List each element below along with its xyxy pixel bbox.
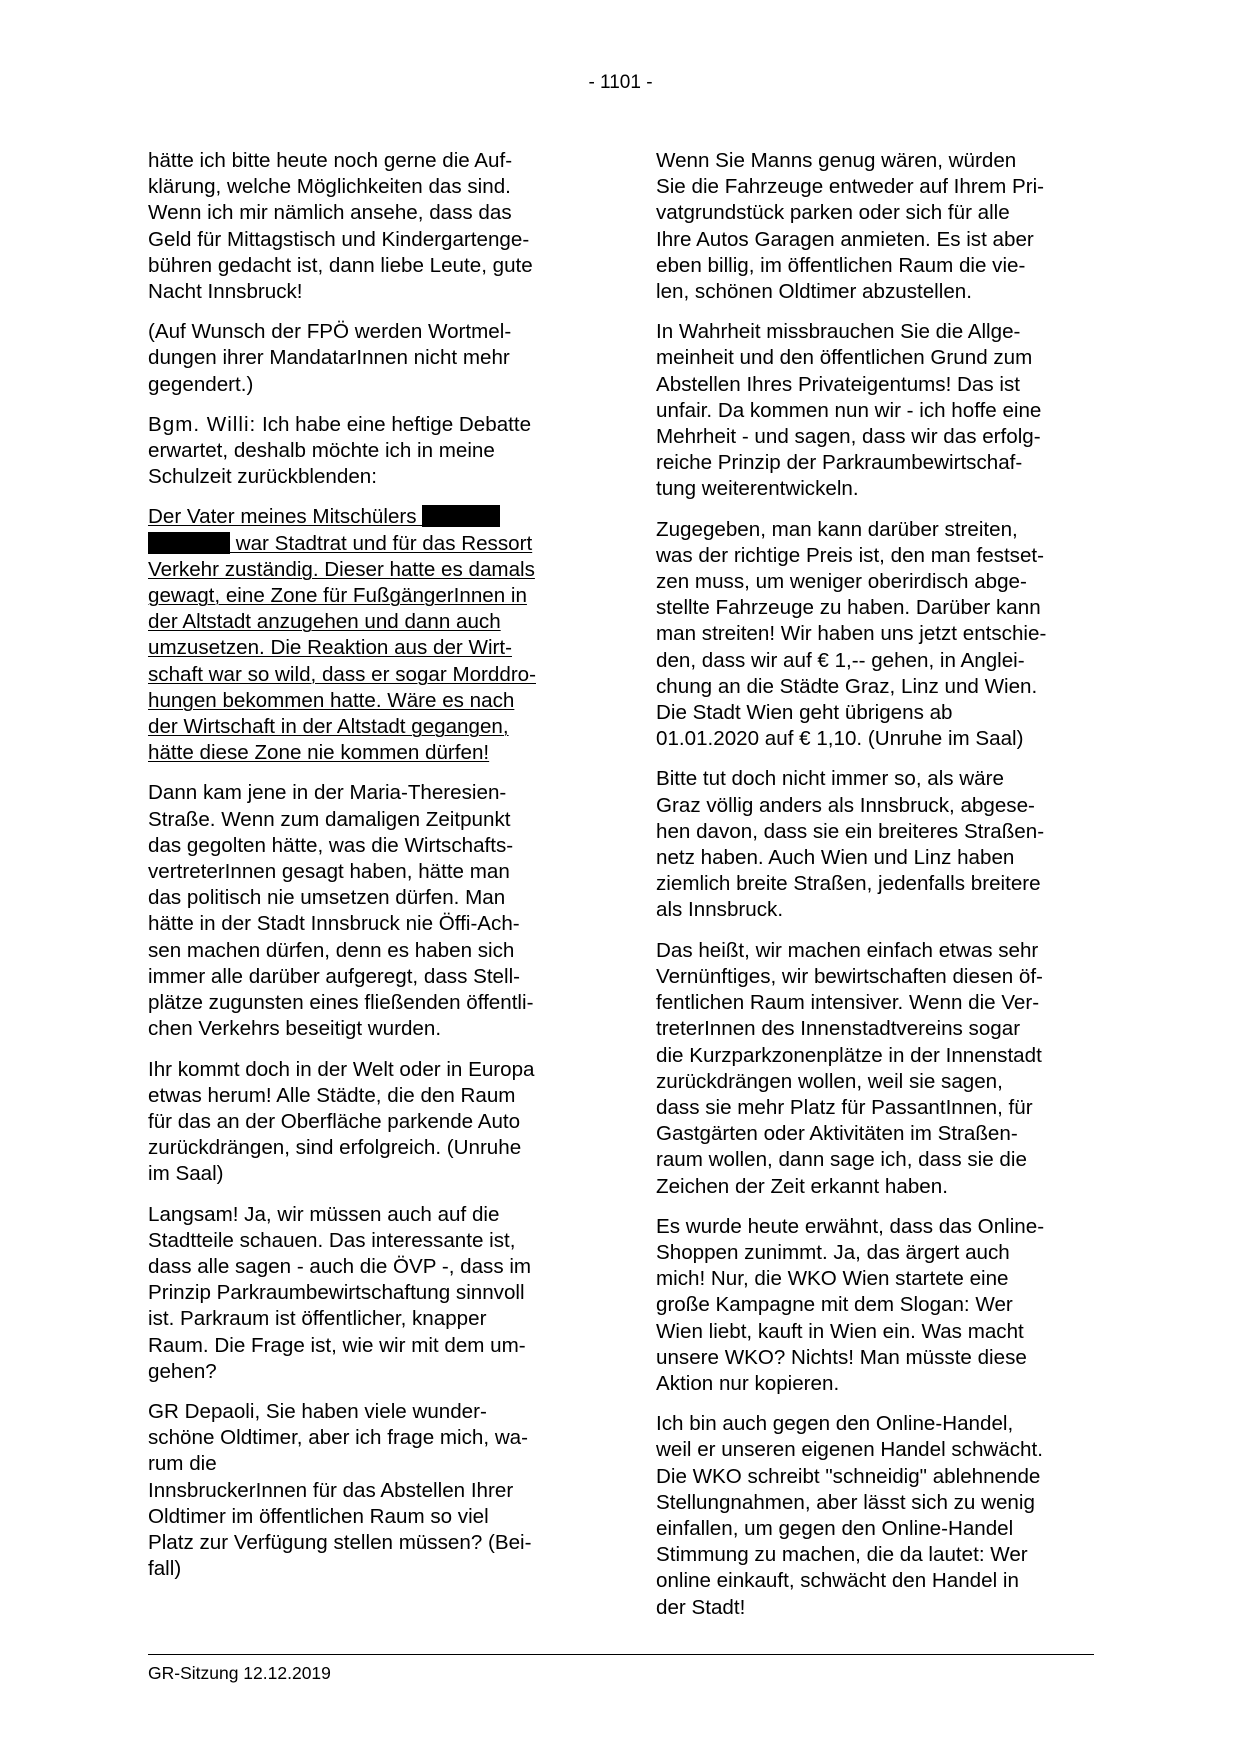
paragraph: Bitte tut doch nicht immer so, als wäre Graz völlig anders als Innsbruck, abgese- hen davon, dass sie ein breiteres Straßen- netz haben. Auch Wien und Linz haben ziemlich breite Straßen, jedenfalls breitere als Innsbruck. bbox=[656, 767, 1045, 922]
paragraph: Langsam! Ja, wir müssen auch auf die Stadtteile schauen. Das interessante ist, dass alle sagen - auch die ÖVP -, dass im Prinzip Parkraumbewirtschaftung sinnvoll ist. Parkraum ist öffentlicher, knapper Raum. Die Frage ist, wie wir mit dem um- gehen? bbox=[148, 1202, 532, 1383]
paragraph: Zugegeben, man kann darüber streiten, was der richtige Preis ist, den man festset- zen muss, um weniger oberirdisch abge- stellte Fahrzeuge zu haben. Darüber kann man streiten! Wir haben uns jetzt entschie- den, dass wir auf € 1,-- gehen, in Anglei- chung an die Städte Graz, Linz und Wien. Die Stadt Wien geht übrigens ab 01.01.2020 auf € 1,10. (Unruhe im Saal) bbox=[656, 517, 1047, 751]
speaker-name: Bgm. Willi: bbox=[148, 412, 257, 436]
paragraph-with-redactions bbox=[148, 504, 588, 766]
paragraph: Dann kam jene in der Maria-Theresien- Straße. Wenn zum damaligen Zeitpunkt das gegolten hätte, was die Wirtschafts- vertreterInnen gesagt haben, hätte man das politisch nie umsetzen dürfen. Man hätte in der Stadt Innsbruck nie Öffi-Ach- sen machen dürfen, denn es haben sich immer alle darüber aufgeregt, dass Stell- plätze zugunsten eines fließenden öffentli- chen Verkehrs beseitigt wurden. bbox=[148, 781, 534, 1041]
footer-text: GR-Sitzung 12.12.2019 bbox=[148, 1663, 331, 1683]
redaction-box bbox=[422, 505, 500, 527]
speaker-text: Ich habe eine heftige Debatte erwartet, deshalb möchte ich in meine Schulzeit zurückblenden: bbox=[148, 412, 532, 489]
paragraph: GR Depaoli, Sie haben viele wunder- schöne Oldtimer, aber ich frage mich, wa- rum die InnsbruckerInnen für das Abstellen Ihrer Oldtimer im öffentlichen Raum so viel Platz zur Verfügung stellen müssen? (Bei- fall) bbox=[148, 1399, 532, 1581]
redaction-box bbox=[148, 532, 230, 554]
paragraph: Das heißt, wir machen einfach etwas sehr Vernünftiges, wir bewirtschaften diesen öf- fentlichen Raum intensiver. Wenn die Ver- treterInnen des Innenstadtvereins sogar die Kurzparkzonenplätze in der Innenstadt zurückdrängen wollen, weil sie sagen, dass sie mehr Platz für PassantInnen, für Gastgärten oder Aktivitäten im Straßen- raum wollen, dann sage ich, dass sie die Zeichen der Zeit erkannt haben. bbox=[656, 938, 1043, 1198]
speaker-paragraph bbox=[148, 412, 588, 491]
paragraph: Es wurde heute erwähnt, dass das Online- Shoppen zunimmt. Ja, das ärgert auch mich! Nur, die WKO Wien startete eine große Kampagne mit dem Slogan: Wer Wien liebt, kauft in Wien ein. Was macht unsere WKO? Nichts! Man müsste diese Aktion nur kopieren. bbox=[656, 1214, 1045, 1395]
page-number: - 1101 - bbox=[588, 72, 653, 93]
text-fragment: Der Vater meines Mitschülers bbox=[148, 505, 423, 529]
left-column bbox=[148, 148, 588, 1596]
paragraph: In Wahrheit missbrauchen Sie die Allge- meinheit und den öffentlichen Grund zum Abstellen Ihres Privateigentums! Das ist unfair. Da kommen nun wir - ich hoffe eine Mehrheit - und sagen, dass wir das erfolg- reiche Prinzip der Parkraumbewirtschaf- tung weiterentwickeln. bbox=[656, 320, 1042, 501]
right-column bbox=[656, 148, 1096, 1635]
editorial-note: (Auf Wunsch der FPÖ werden Wortmel- dungen ihrer MandatarInnen nicht mehr gegendert.) bbox=[148, 320, 512, 396]
text-fragment: war Stadtrat und für das Ressort bbox=[230, 531, 533, 555]
text-fragment: Verkehr zuständig. Dieser hatte es damals gewagt, eine Zone für FußgängerInnen in der Altstadt anzugehen und dann auch umzusetzen. Die Reaktion aus der Wirt- schaft war so wild, dass er sogar Morddro- hungen bekommen hatte. Wäre es nach der Wirtschaft in der Altstadt gegangen, hätte diese Zone nie kommen dürfen! bbox=[148, 557, 536, 765]
paragraph: hätte ich bitte heute noch gerne die Auf- klärung, welche Möglichkeiten das sind. Wenn ich mir nämlich ansehe, dass das Geld für Mittagstisch und Kindergartenge- bühren gedacht ist, dann liebe Leute, gute Nacht Innsbruck! bbox=[148, 149, 533, 304]
paragraph: Ich bin auch gegen den Online-Handel, weil er unseren eigenen Handel schwächt. Die WKO schreibt "schneidig" ablehnende Stellungnahmen, aber lässt sich zu wenig einfallen, um gegen den Online-Handel Stimmung zu machen, die da lautet: Wer online einkauft, schwächt den Handel in der Stadt! bbox=[656, 1412, 1043, 1619]
paragraph: Ihr kommt doch in der Welt oder in Europa etwas herum! Alle Städte, die den Raum für das an der Oberfläche parkende Auto zurückdrängen, sind erfolgreich. (Unruhe im Saal) bbox=[148, 1057, 535, 1186]
paragraph: Wenn Sie Manns genug wären, würden Sie die Fahrzeuge entweder auf Ihrem Pri- vatgrundstück parken oder sich für alle Ihre Autos Garagen anmieten. Es ist aber eben billig, im öffentlichen Raum die vie- len, schönen Oldtimer abzustellen. bbox=[656, 149, 1045, 304]
footer-divider bbox=[148, 1654, 1094, 1655]
